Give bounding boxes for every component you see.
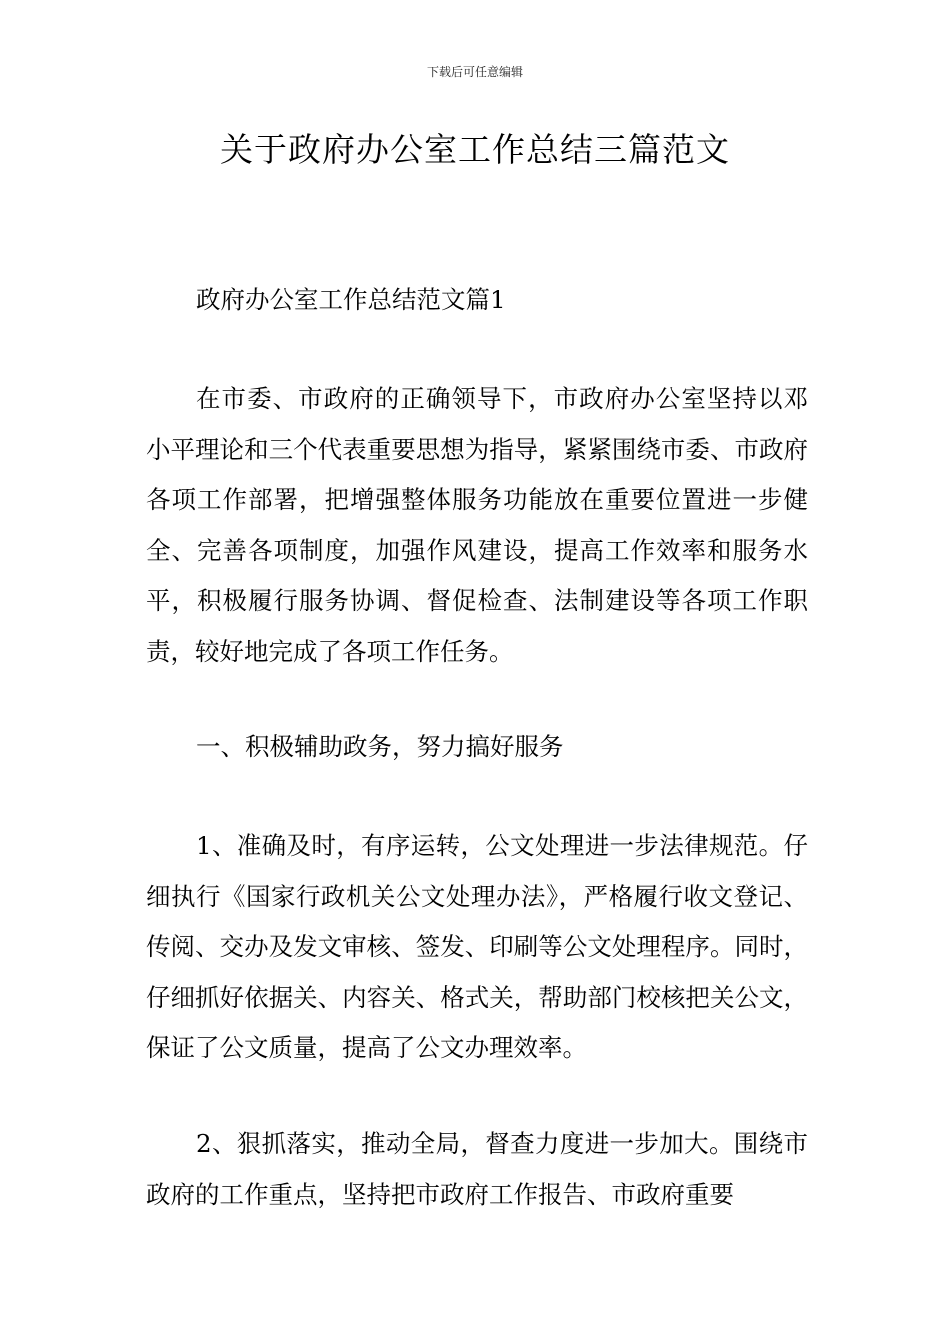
subsection-heading-1: 一、积极辅助政务，努力搞好服务 xyxy=(196,732,564,761)
body-paragraph-intro: 在市委、市政府的正确领导下，市政府办公室坚持以邓小平理论和三个代表重要思想为指导，紧紧围绕市委、市政府各项工作部署，把增强整体服务功能放在重要位置进一步健全、完善各项制度，加强作风建设，提高工作效率和服务水平，积极履行服务协调、督促检查、法制建设等各项工作职责，较好地完成了各项工作任务。 xyxy=(146,384,808,666)
document-title: 关于政府办公室工作总结三篇范文 xyxy=(220,130,730,169)
section-heading-1: 政府办公室工作总结范文篇1 xyxy=(196,285,506,314)
header-note: 下载后可任意编辑 xyxy=(426,65,523,79)
body-paragraph-item-2: 2、狠抓落实，推动全局，督查力度进一步加大。围绕市政府的工作重点，坚持把市政府工作报告、市政府重要 xyxy=(146,1129,808,1209)
body-paragraph-item-1: 1、准确及时，有序运转，公文处理进一步法律规范。仔细执行《国家行政机关公文处理办法》，严格履行收文登记、传阅、交办及发文审核、签发、印刷等公文处理程序。同时，仔细抓好依据关、内容关、格式关，帮助部门校核把关公文，保证了公文质量，提高了公文办理效率。 xyxy=(146,831,808,1062)
